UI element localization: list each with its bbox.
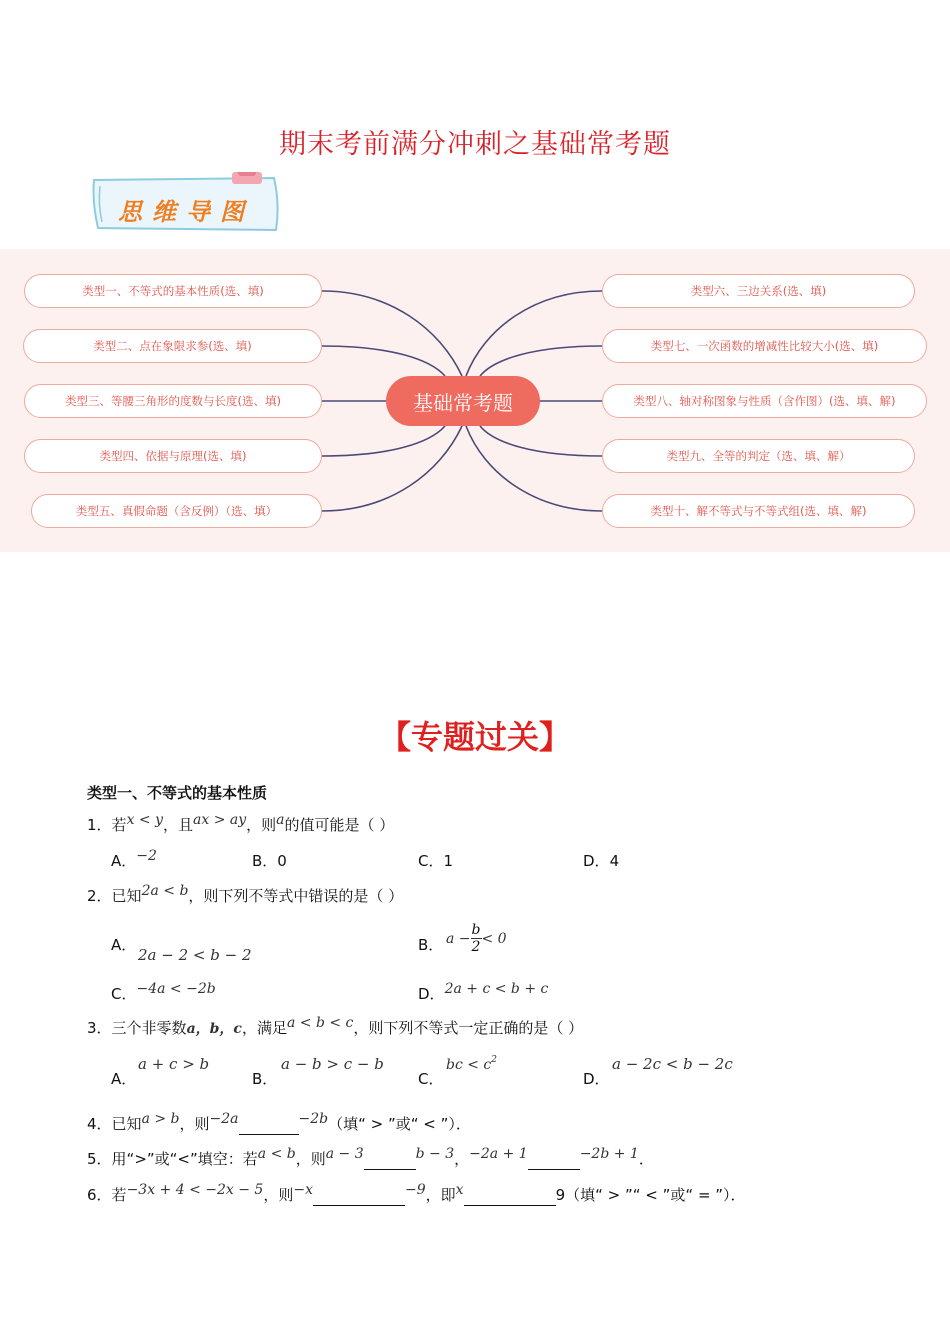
question-number: 2． (87, 887, 112, 905)
question-5: 5．用“>”或“<”填空：若a < b，则a − 3 b − 3，−2a + 1 −2b + 1． (87, 1146, 654, 1168)
question-number: 5． (87, 1150, 112, 1168)
question-6: 6．若−3x + 4 < −2x − 5，则−x −9，即x 9（填“ > ”“ < ”或“ = ”）． (87, 1182, 746, 1204)
q3-option-d: D． (583, 1070, 610, 1088)
math-expression: a (276, 812, 285, 828)
mind-map-node-type-6: 类型六、三边关系(选、填) (602, 274, 915, 308)
q1-option-a: A．−2 (111, 848, 157, 870)
q2-option-a: A． (111, 936, 137, 954)
q3-option-a-expr: a + c > b (138, 1055, 210, 1073)
q3-option-a: A． (111, 1070, 137, 1088)
answer-blank[interactable] (528, 1154, 580, 1170)
mind-map-node-type-7: 类型七、一次函数的增减性比较大小(选、填) (602, 329, 927, 363)
question-number: 4． (87, 1115, 112, 1133)
q3-option-d-expr: a − 2c < b − 2c (612, 1055, 733, 1073)
question-2: 2．已知2a < b，则下列不等式中错误的是（ ） (87, 883, 404, 905)
math-expression: ax > ay (193, 812, 247, 828)
mind-map-badge: 思维导图 (118, 197, 254, 226)
q3-option-b-expr: a − b > c − b (281, 1055, 384, 1073)
mind-map-node-type-10: 类型十、解不等式与不等式组(选、填、解) (602, 494, 915, 528)
q2-option-b-expr: a − $\frac{b}{2}$ < 0 (446, 922, 507, 955)
question-number: 1． (87, 816, 112, 834)
q3-option-b: B． (252, 1070, 278, 1088)
q3-option-c-expr: bc < $c^2$ (446, 1055, 498, 1073)
question-3: 3．三个非零数a，b，c，满足a < b < c，则下列不等式一定正确的是（ ） (87, 1015, 584, 1037)
q2-option-a-expr: 2a − 2 < b − 2 (138, 946, 252, 964)
math-expression: x < y (126, 812, 163, 828)
mind-map-node-type-1: 类型一、不等式的基本性质(选、填) (24, 274, 322, 308)
math-expression: 2a < b (141, 883, 189, 899)
q1-option-b: B．0 (252, 852, 287, 870)
answer-blank[interactable] (239, 1119, 299, 1135)
mind-map-node-type-5: 类型五、真假命题（含反例）（选、填） (31, 494, 322, 528)
page-title: 期末考前满分冲刺之基础常考题 (279, 129, 671, 160)
answer-blank[interactable] (364, 1154, 416, 1170)
mind-map (0, 249, 950, 552)
question-number: 6． (87, 1186, 112, 1204)
mind-map-node-type-2: 类型二、点在象限求参(选、填) (23, 329, 322, 363)
q1-option-c: C．1 (418, 852, 454, 870)
q3-option-c: C． (418, 1070, 444, 1088)
q1-option-d: D．4 (583, 852, 620, 870)
mind-map-node-type-8: 类型八、轴对称图象与性质（含作图）(选、填、解) (602, 384, 927, 418)
mind-map-node-type-4: 类型四、依据与原理(选、填) (24, 439, 322, 473)
section-title: 【专题过关】 (378, 718, 571, 756)
q2-option-b: B． (418, 936, 444, 954)
question-1: 1．若x < y，且ax > ay，则a的值可能是（ ） (87, 812, 395, 834)
type-heading: 类型一、不等式的基本性质 (87, 784, 268, 802)
question-4: 4．已知a > b，则−2a −2b（填“ > ”或“ < ”）． (87, 1111, 471, 1133)
q2-option-c: C．−4a < −2b (111, 981, 216, 1003)
answer-blank[interactable] (464, 1190, 556, 1206)
question-number: 3． (87, 1019, 112, 1037)
math-expression: a < b < c (286, 1015, 354, 1031)
mind-map-node-type-3: 类型三、等腰三角形的度数与长度(选、填) (24, 384, 322, 418)
mind-map-center-node: 基础常考题 (386, 376, 540, 426)
answer-blank[interactable] (313, 1190, 405, 1206)
q2-option-d: D．2a + c < b + c (418, 981, 549, 1003)
mind-map-node-type-9: 类型九、全等的判定（选、填、解） (602, 439, 915, 473)
